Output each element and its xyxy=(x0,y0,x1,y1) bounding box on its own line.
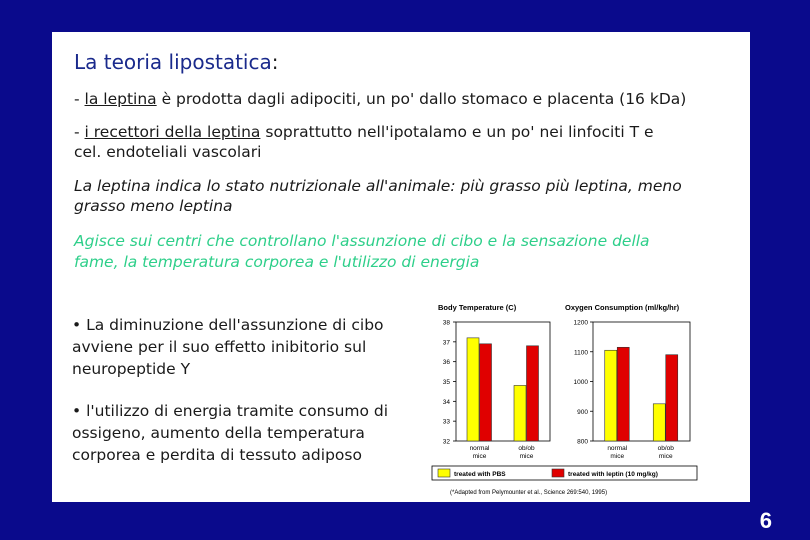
para1-line2: grasso meno leptina xyxy=(74,197,233,215)
bar-1-0-0 xyxy=(605,350,617,441)
y-tick-label-0-1: 33 xyxy=(442,418,450,426)
y-tick-label-0-4: 36 xyxy=(442,359,450,367)
point2-line3: corporea e perdita di tessuto adiposo xyxy=(72,446,362,464)
bar-0-0-1 xyxy=(480,344,492,441)
bullet-text: soprattutto nell'ipotalamo e un po' nei linfociti T e xyxy=(260,123,654,141)
category-label-0-0-b: mice xyxy=(472,453,487,460)
chart-title-1: Oxygen Consumption (ml/kg/hr) xyxy=(565,303,680,312)
title-colon: : xyxy=(271,50,279,74)
bar-0-1-1 xyxy=(527,346,539,441)
figure-source: (*Adapted from Pelymounter et al., Science 269:540, 1995) xyxy=(450,490,608,496)
bullet-recettori xyxy=(74,123,654,141)
category-label-1-0-a: normal xyxy=(607,445,628,452)
y-tick-label-0-5: 37 xyxy=(442,339,450,347)
category-label-1-1-b: mice xyxy=(658,453,673,460)
category-label-1-1-a: ob/ob xyxy=(657,445,674,452)
title-text: La teoria lipostatica xyxy=(74,50,272,74)
bar-0-1-0 xyxy=(514,385,526,441)
point1-line1: • La diminuzione dell'assunzione di cibo xyxy=(72,316,384,334)
bullet-dash: - xyxy=(74,123,85,141)
category-label-0-0-a: normal xyxy=(469,445,490,452)
y-tick-label-0-6: 38 xyxy=(442,319,450,327)
slide-title xyxy=(74,50,279,74)
y-tick-label-1-4: 1200 xyxy=(573,319,588,327)
bullet-dash: - xyxy=(74,90,85,108)
bullet-recettori-cont: cel. endoteliali vascolari xyxy=(74,143,262,161)
bar-0-0-0 xyxy=(467,338,479,441)
y-tick-label-1-2: 1000 xyxy=(573,379,588,386)
point1-line2: avviene per il suo effetto inibitorio sul xyxy=(72,338,367,356)
chart-title-0: Body Temperature (C) xyxy=(438,303,517,312)
point2-line1: • l'utilizzo di energia tramite consumo di xyxy=(72,402,389,420)
legend-label-pbs: treated with PBS xyxy=(454,471,506,478)
bullet-leptina xyxy=(74,90,686,108)
leptin-figure xyxy=(428,298,703,504)
para1-line1: La leptina indica lo stato nutrizionale all'animale: più grasso più leptina, meno xyxy=(74,177,682,195)
para2-line1: Agisce sui centri che controllano l'assunzione di cibo e la sensazione della xyxy=(74,232,650,250)
y-tick-label-0-3: 35 xyxy=(442,379,450,386)
legend-label-leptin: treated with leptin (10 mg/kg) xyxy=(568,471,658,478)
page-number: 6 xyxy=(759,508,772,533)
legend-swatch-pbs xyxy=(438,469,450,477)
y-tick-label-1-1: 900 xyxy=(577,408,588,416)
point1-line3: neuropeptide Y xyxy=(72,360,191,378)
para2-line2: fame, la temperatura corporea e l'utilizzo di energia xyxy=(74,253,480,271)
category-label-0-1-b: mice xyxy=(519,453,534,460)
legend-swatch-leptin xyxy=(552,469,564,477)
category-label-0-1-a: ob/ob xyxy=(518,445,535,452)
recettori-link: i recettori della leptina xyxy=(84,123,261,141)
category-label-1-0-b: mice xyxy=(610,453,625,460)
y-tick-label-0-0: 32 xyxy=(442,438,450,446)
y-tick-label-1-0: 800 xyxy=(577,438,588,446)
bar-1-0-1 xyxy=(617,347,629,441)
bar-1-1-1 xyxy=(666,355,678,441)
y-tick-label-1-3: 1100 xyxy=(574,349,588,357)
bar-1-1-0 xyxy=(653,404,665,441)
figure-svg xyxy=(428,298,703,500)
y-tick-label-0-2: 34 xyxy=(442,398,450,406)
leptina-link: la leptina xyxy=(84,90,157,108)
point2-line2: ossigeno, aumento della temperatura xyxy=(72,424,365,442)
bullet-text: è prodotta dagli adipociti, un po' dallo stomaco e placenta (16 kDa) xyxy=(156,90,687,108)
